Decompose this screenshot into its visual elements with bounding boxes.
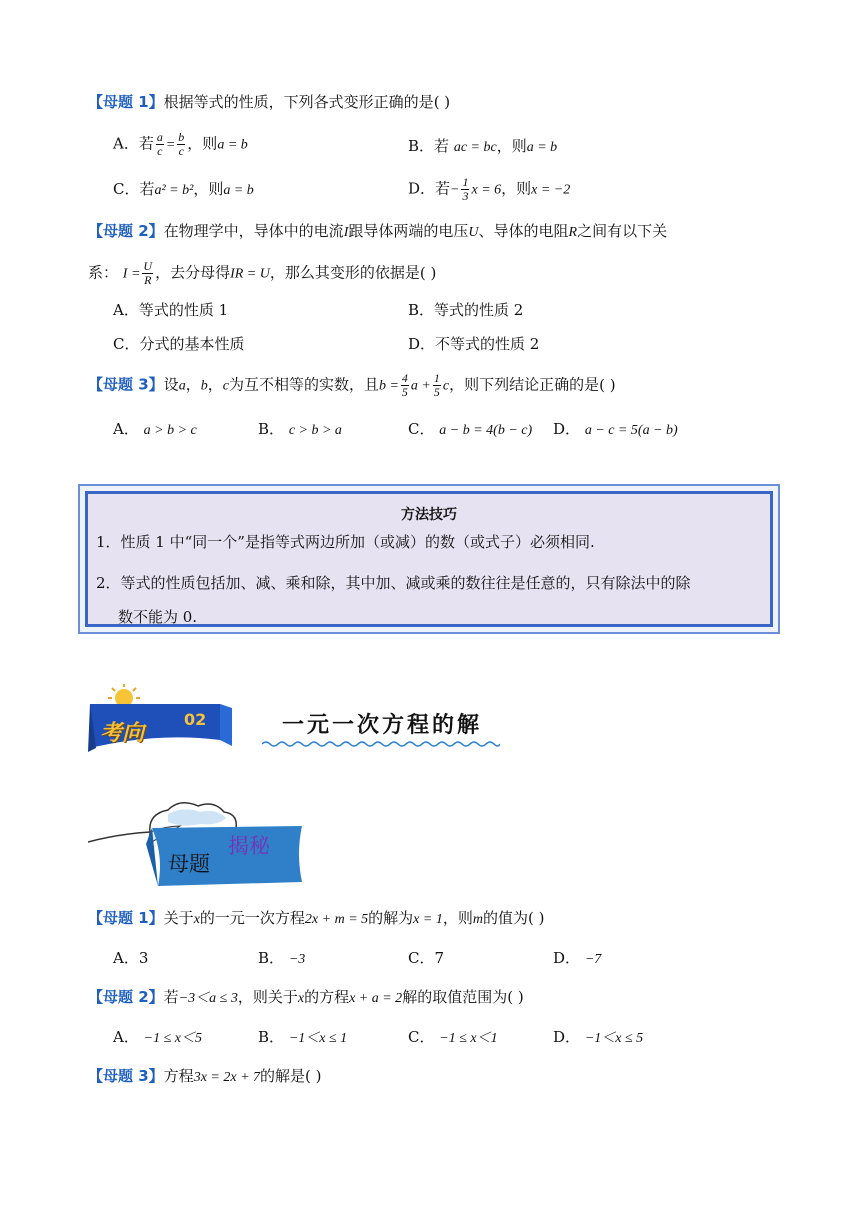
question-text: 解的取值范围为 <box>402 988 508 1006</box>
option-label: D． <box>553 949 581 967</box>
answer-paren: ( ) <box>507 988 524 1006</box>
option-math: a > b > c <box>143 423 197 438</box>
denominator: 3 <box>462 189 469 203</box>
option-label: D． <box>553 420 581 438</box>
question-text: 的方程 <box>304 988 350 1006</box>
fraction <box>433 372 441 399</box>
option-label: B． <box>258 1028 285 1046</box>
question-2-2 <box>88 987 524 1009</box>
answer-paren: ( ) <box>527 909 545 927</box>
punctuation: ， <box>185 375 201 394</box>
option-math: a = b <box>526 140 558 155</box>
cloud-word-1: 母题 <box>168 852 210 876</box>
option-label: C． <box>408 1028 435 1046</box>
wavy-underline <box>262 740 500 748</box>
formula: c <box>442 378 450 394</box>
equals-sign: = <box>165 137 176 153</box>
option-d <box>553 1027 643 1049</box>
sun-icon <box>108 684 140 707</box>
option-a: A．3 <box>113 949 149 967</box>
variable: b <box>200 378 208 394</box>
option-a <box>113 131 248 158</box>
question-text: ，则 <box>442 909 473 927</box>
variable: x <box>297 991 305 1006</box>
question-text: ，则下列结论正确的是 <box>449 375 600 394</box>
variable: c <box>222 378 229 394</box>
question-text: ，则关于 <box>237 988 298 1006</box>
option-c: C．分式的基本性质 <box>113 335 245 353</box>
question-text: 、导体的电阻 <box>478 222 569 240</box>
option-c <box>408 1027 498 1049</box>
option-b <box>258 1027 347 1049</box>
option-connector: ，则 <box>501 179 532 198</box>
question-tag: 【母题 1】 <box>88 93 164 111</box>
numerator: a <box>156 130 163 144</box>
question-text: 方程 <box>163 1067 194 1085</box>
option-b <box>408 136 557 158</box>
option-label: A． <box>113 420 139 438</box>
question-tag: 【母题 1】 <box>88 909 164 927</box>
option-label: B． <box>258 420 285 438</box>
option-c <box>408 419 532 441</box>
fraction <box>142 260 153 287</box>
option-d <box>553 948 601 970</box>
option-math: x = −2 <box>531 182 571 198</box>
cloud-label <box>88 800 308 886</box>
variable: m <box>472 912 483 927</box>
question-text: 的解是 <box>260 1067 306 1085</box>
tips-line: 数不能为 0. <box>118 608 198 626</box>
question-text: 关于 <box>163 909 194 927</box>
option-d <box>408 176 570 203</box>
question-text: 系： <box>88 263 119 282</box>
fraction <box>461 176 469 203</box>
variable: I <box>343 225 349 240</box>
minus-sign: − <box>450 182 460 198</box>
numerator: U <box>143 259 153 273</box>
method-tips-box <box>78 484 780 634</box>
formula: IR = U <box>230 266 270 282</box>
option-c <box>113 179 254 201</box>
answer-paren: ( ) <box>599 375 616 394</box>
question-text: 在物理学中，导体中的电流 <box>163 222 344 240</box>
formula: 2x + m = 5 <box>304 912 369 927</box>
option-label: D．若 <box>408 179 451 198</box>
answer-paren: ( ) <box>433 93 451 111</box>
option-math: −7 <box>584 952 602 967</box>
formula: −3＜a ≤ 3 <box>178 991 238 1006</box>
option-c: C．7 <box>408 949 445 967</box>
denominator: 5 <box>401 385 408 399</box>
question-1-2 <box>88 221 667 243</box>
option-a <box>113 1027 202 1049</box>
option-label: D． <box>553 1028 581 1046</box>
question-tag: 【母题 2】 <box>88 222 164 240</box>
numerator: 4 <box>401 371 408 385</box>
option-math: −1＜x ≤ 5 <box>584 1031 644 1046</box>
option-math: −1＜x ≤ 1 <box>288 1031 348 1046</box>
method-tips-inner <box>85 491 773 627</box>
option-math: a = b <box>217 137 248 153</box>
option-label: B．若 <box>408 137 450 155</box>
numerator: 1 <box>462 175 469 189</box>
option-label: A．若 <box>113 134 154 153</box>
question-text: ，那么其变形的依据是 <box>269 263 420 282</box>
option-connector: ，则 <box>193 180 224 198</box>
formula: a + <box>410 378 431 394</box>
option-a: A．等式的性质 1 <box>113 301 229 319</box>
option-math: a − b = 4(b − c) <box>439 423 533 438</box>
option-math: a = b <box>223 183 254 198</box>
question-1-2-line2 <box>88 260 436 287</box>
banner-number: 02 <box>184 710 207 729</box>
denominator: c <box>157 144 163 158</box>
option-math: ac = bc <box>453 140 497 155</box>
option-math: a² = b² <box>154 183 194 198</box>
option-math: c > b > a <box>288 423 342 438</box>
option-label: A． <box>113 1028 139 1046</box>
variable: a <box>178 378 186 394</box>
question-tag: 【母题 3】 <box>88 1067 164 1085</box>
formula: x + a = 2 <box>349 991 403 1006</box>
formula: x = 1 <box>413 912 443 927</box>
numerator: b <box>178 130 185 144</box>
fraction <box>177 131 185 158</box>
denominator: c <box>178 144 184 158</box>
option-math: a − c = 5(a − b) <box>584 423 678 438</box>
option-label: C． <box>408 420 435 438</box>
section-banner <box>88 700 234 756</box>
question-text: 根据等式的性质，下列各式变形正确的是 <box>163 93 434 111</box>
question-1-3 <box>88 372 616 399</box>
question-text: ，去分母得 <box>155 263 231 282</box>
question-text: 若 <box>163 988 179 1006</box>
option-connector: ，则 <box>187 134 218 153</box>
banner-label: 考向 <box>100 721 145 746</box>
denominator: R <box>144 273 152 287</box>
formula: 3x = 2x + 7 <box>193 1070 261 1085</box>
question-text: 的一元一次方程 <box>199 909 305 927</box>
option-b <box>258 948 305 970</box>
option-math: x = 6 <box>471 182 502 198</box>
section-title: 一元一次方程的解 <box>282 713 483 738</box>
option-b: B．等式的性质 2 <box>408 301 524 319</box>
tips-line: 1．性质 1 中“同一个”是指等式两边所加（或减）的数（或式子）必须相同. <box>96 533 595 551</box>
option-label: C．若 <box>113 180 155 198</box>
option-math: −1 ≤ x＜5 <box>143 1031 202 1046</box>
question-text: 跟导体两端的电压 <box>348 222 469 240</box>
option-a <box>113 419 197 441</box>
question-tag: 【母题 2】 <box>88 988 164 1006</box>
answer-paren: ( ) <box>419 263 437 282</box>
question-text: 之间有以下关 <box>577 222 668 240</box>
cloud-word-2: 揭秘 <box>228 834 270 858</box>
question-2-3 <box>88 1066 322 1088</box>
variable: U <box>468 225 479 240</box>
question-1-1 <box>88 92 450 112</box>
fraction <box>156 131 164 158</box>
question-tag: 【母题 3】 <box>88 375 164 394</box>
formula: b = <box>378 378 399 394</box>
numerator: 1 <box>433 371 440 385</box>
formula: I = <box>122 266 141 282</box>
option-b <box>258 419 342 441</box>
question-2-1 <box>88 908 544 930</box>
option-d <box>553 419 678 441</box>
answer-paren: ( ) <box>305 1067 322 1085</box>
variable: R <box>568 225 578 240</box>
tips-title: 方法技巧 <box>401 507 457 523</box>
option-label: B． <box>258 949 285 967</box>
punctuation: ， <box>207 375 223 394</box>
option-d: D．不等式的性质 2 <box>408 335 540 353</box>
denominator: 5 <box>433 385 440 399</box>
fraction <box>401 372 409 399</box>
variable: x <box>193 912 200 927</box>
question-text: 的解为 <box>368 909 414 927</box>
question-text: 设 <box>163 375 179 394</box>
option-math: −3 <box>288 952 306 967</box>
question-text: 的值为 <box>482 909 528 927</box>
tips-line: 2．等式的性质包括加、减、乘和除，其中加、减或乘的数往往是任意的，只有除法中的除 <box>96 574 691 592</box>
option-connector: ，则 <box>496 137 527 155</box>
option-math: −1 ≤ x＜1 <box>439 1031 498 1046</box>
question-text: 为互不相等的实数，且 <box>228 375 379 394</box>
